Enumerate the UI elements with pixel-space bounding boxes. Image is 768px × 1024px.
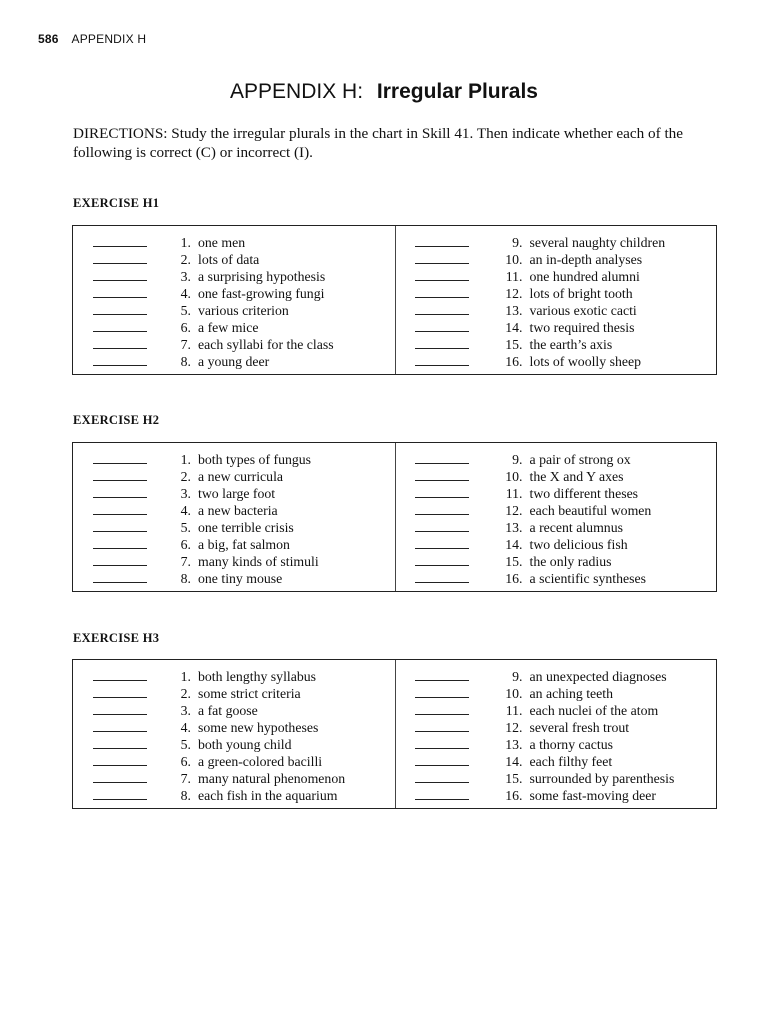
item-number: 7.	[180, 337, 191, 352]
answer-blank[interactable]	[93, 486, 147, 498]
item-number: 13.	[505, 303, 523, 318]
item-text: an in-depth analyses	[529, 252, 643, 267]
item-text: various criterion	[198, 303, 289, 318]
item-text: several fresh trout	[529, 720, 630, 735]
item-number: 1.	[180, 452, 191, 467]
answer-blank[interactable]	[415, 252, 469, 264]
exercise-item	[73, 285, 395, 302]
item-text: two required thesis	[529, 320, 635, 335]
answer-blank[interactable]	[415, 720, 469, 732]
item-text: a young deer	[198, 354, 270, 369]
item-number: 6.	[180, 537, 191, 552]
answer-blank[interactable]	[93, 686, 147, 698]
exercise-item	[396, 285, 717, 302]
exercise-item	[73, 234, 395, 251]
answer-blank[interactable]	[93, 469, 147, 481]
answer-blank[interactable]	[93, 720, 147, 732]
item-number: 13.	[505, 737, 523, 752]
exercise-item	[396, 753, 717, 770]
item-number: 7.	[180, 771, 191, 786]
exercise-item	[396, 468, 717, 485]
item-number: 12.	[505, 720, 523, 735]
item-number: 3.	[180, 703, 191, 718]
answer-blank[interactable]	[93, 320, 147, 332]
exercise-item	[396, 251, 717, 268]
exercise-item	[396, 319, 717, 336]
answer-blank[interactable]	[93, 537, 147, 549]
item-number: 4.	[180, 503, 191, 518]
item-number: 10.	[505, 252, 523, 267]
exercise-item	[73, 353, 395, 370]
answer-blank[interactable]	[415, 686, 469, 698]
exercise-item	[396, 536, 717, 553]
item-text: some fast-moving deer	[529, 788, 656, 803]
exercise-item	[396, 268, 717, 285]
directions-text: DIRECTIONS: Study the irregular plurals in the chart in Skill 41. Then indicate whether each of the following is correct (C) or incorrect (I).	[73, 125, 684, 161]
item-text: the only radius	[529, 554, 612, 569]
exercise-item	[73, 702, 395, 719]
answer-blank[interactable]	[415, 337, 469, 349]
answer-blank[interactable]	[93, 269, 147, 281]
exercise-column-right	[395, 660, 717, 808]
item-number: 5.	[180, 520, 191, 535]
item-text: a scientific syntheses	[529, 571, 646, 586]
item-text: both young child	[198, 737, 292, 752]
item-number: 13.	[505, 520, 523, 535]
exercise-title: EXERCISE H2	[73, 413, 160, 427]
exercise-item	[396, 234, 717, 251]
exercise-item	[396, 702, 717, 719]
item-text: lots of bright tooth	[529, 286, 633, 301]
exercise-item	[73, 770, 395, 787]
answer-blank[interactable]	[93, 520, 147, 532]
exercise-item	[396, 770, 717, 787]
answer-blank[interactable]	[415, 788, 469, 800]
exercise-column-right	[395, 226, 717, 374]
item-number: 11.	[505, 269, 523, 284]
answer-blank[interactable]	[93, 503, 147, 515]
item-text: a thorny cactus	[529, 737, 614, 752]
item-text: an aching teeth	[529, 686, 614, 701]
exercise-item	[73, 336, 395, 353]
answer-blank[interactable]	[93, 252, 147, 264]
item-number: 15.	[505, 554, 523, 569]
answer-blank[interactable]	[415, 737, 469, 749]
answer-blank[interactable]	[93, 286, 147, 298]
item-number: 7.	[180, 554, 191, 569]
item-text: several naughty children	[529, 235, 666, 250]
exercise-item	[73, 302, 395, 319]
item-text: a few mice	[198, 320, 259, 335]
answer-blank[interactable]	[415, 754, 469, 766]
item-number: 2.	[180, 469, 191, 484]
item-number: 14.	[505, 537, 523, 552]
page-number: 586	[38, 32, 59, 46]
item-text: lots of data	[198, 252, 260, 267]
item-text: both lengthy syllabus	[198, 669, 317, 684]
exercise-item	[73, 719, 395, 736]
answer-blank[interactable]	[415, 469, 469, 481]
exercise-item	[396, 502, 717, 519]
answer-blank[interactable]	[415, 703, 469, 715]
answer-blank[interactable]	[93, 303, 147, 315]
item-number: 1.	[180, 235, 191, 250]
exercise-item	[396, 451, 717, 468]
item-number: 12.	[505, 503, 523, 518]
answer-blank[interactable]	[415, 571, 469, 583]
item-number: 8.	[180, 571, 191, 586]
item-text: a big, fat salmon	[198, 537, 290, 552]
item-text: each syllabi for the class	[198, 337, 334, 352]
exercise-item	[73, 553, 395, 570]
item-text: lots of woolly sheep	[529, 354, 642, 369]
exercise-item	[396, 685, 717, 702]
item-text: various exotic cacti	[529, 303, 637, 318]
item-number: 6.	[180, 754, 191, 769]
item-text: a new bacteria	[198, 503, 278, 518]
item-number: 14.	[505, 754, 523, 769]
running-title: APPENDIX H	[71, 32, 147, 46]
item-text: many natural phenomenon	[198, 771, 346, 786]
item-number: 16.	[505, 571, 523, 586]
item-text: each nuclei of the atom	[529, 703, 659, 718]
item-text: the earth’s axis	[529, 337, 613, 352]
exercise-item	[396, 336, 717, 353]
item-text: one men	[198, 235, 246, 250]
exercise-item	[396, 736, 717, 753]
answer-blank[interactable]	[415, 452, 469, 464]
exercise-item	[396, 553, 717, 570]
item-number: 14.	[505, 320, 523, 335]
answer-blank[interactable]	[415, 235, 469, 247]
item-number: 4.	[180, 720, 191, 735]
page-title	[0, 80, 768, 104]
item-number: 2.	[180, 252, 191, 267]
answer-blank[interactable]	[93, 788, 147, 800]
answer-blank[interactable]	[93, 669, 147, 681]
item-number: 16.	[505, 354, 523, 369]
answer-blank[interactable]	[93, 703, 147, 715]
answer-blank[interactable]	[93, 452, 147, 464]
exercise-item	[396, 787, 717, 804]
answer-blank[interactable]	[93, 571, 147, 583]
answer-blank[interactable]	[415, 520, 469, 532]
item-text: a recent alumnus	[529, 520, 623, 535]
answer-blank[interactable]	[415, 486, 469, 498]
item-text: each beautiful women	[529, 503, 652, 518]
answer-blank[interactable]	[93, 554, 147, 566]
item-text: two large foot	[198, 486, 276, 501]
item-number: 12.	[505, 286, 523, 301]
item-number: 8.	[180, 788, 191, 803]
exercise-title: EXERCISE H3	[73, 631, 160, 645]
item-number: 1.	[180, 669, 191, 684]
item-number: 11.	[505, 486, 523, 501]
item-text: the X and Y axes	[529, 469, 624, 484]
answer-blank[interactable]	[415, 669, 469, 681]
item-text: one tiny mouse	[198, 571, 283, 586]
answer-blank[interactable]	[415, 303, 469, 315]
item-number: 3.	[180, 269, 191, 284]
item-number: 3.	[180, 486, 191, 501]
answer-blank[interactable]	[93, 337, 147, 349]
exercise-item	[73, 668, 395, 685]
answer-blank[interactable]	[93, 354, 147, 366]
item-text: one fast-growing fungi	[198, 286, 325, 301]
exercise-column-left	[73, 443, 395, 591]
item-text: a fat goose	[198, 703, 258, 718]
answer-blank[interactable]	[415, 286, 469, 298]
exercise-item	[396, 570, 717, 587]
item-number: 11.	[505, 703, 523, 718]
item-text: each filthy feet	[529, 754, 613, 769]
exercise-item	[396, 302, 717, 319]
running-header	[38, 32, 146, 46]
answer-blank[interactable]	[415, 503, 469, 515]
exercise-column-left	[73, 226, 395, 374]
exercise-item	[396, 519, 717, 536]
item-number: 4.	[180, 286, 191, 301]
item-text: two different theses	[529, 486, 639, 501]
answer-blank[interactable]	[415, 269, 469, 281]
exercise-item	[396, 719, 717, 736]
exercise-title: EXERCISE H1	[73, 196, 160, 210]
answer-blank[interactable]	[415, 354, 469, 366]
item-text: surrounded by parenthesis	[529, 771, 675, 786]
answer-blank[interactable]	[93, 754, 147, 766]
exercise-item	[396, 485, 717, 502]
exercise-box	[72, 659, 717, 809]
answer-blank[interactable]	[415, 554, 469, 566]
exercise-item	[396, 353, 717, 370]
item-text: an unexpected diagnoses	[529, 669, 667, 684]
answer-blank[interactable]	[93, 235, 147, 247]
item-text: a pair of strong ox	[529, 452, 631, 467]
exercise-item	[73, 570, 395, 587]
answer-blank[interactable]	[93, 737, 147, 749]
title-prefix: APPENDIX H:	[230, 80, 364, 103]
item-number: 15.	[505, 337, 523, 352]
item-number: 5.	[180, 303, 191, 318]
answer-blank[interactable]	[415, 320, 469, 332]
item-text: some strict criteria	[198, 686, 301, 701]
item-number: 2.	[180, 686, 191, 701]
item-number: 9.	[512, 452, 523, 467]
item-number: 16.	[505, 788, 523, 803]
item-text: a green-colored bacilli	[198, 754, 323, 769]
item-number: 9.	[512, 669, 523, 684]
title-main: Irregular Plurals	[376, 80, 538, 103]
exercise-item	[73, 468, 395, 485]
exercise-item	[73, 685, 395, 702]
item-text: a new curricula	[198, 469, 284, 484]
exercise-column-left	[73, 660, 395, 808]
exercise-item	[73, 319, 395, 336]
item-text: many kinds of stimuli	[198, 554, 319, 569]
answer-blank[interactable]	[415, 537, 469, 549]
item-number: 8.	[180, 354, 191, 369]
exercise-item	[73, 753, 395, 770]
exercise-item	[396, 668, 717, 685]
exercise-item	[73, 736, 395, 753]
exercise-item	[73, 268, 395, 285]
item-text: one terrible crisis	[198, 520, 294, 535]
answer-blank[interactable]	[93, 771, 147, 783]
item-number: 10.	[505, 686, 523, 701]
item-number: 5.	[180, 737, 191, 752]
item-text: a surprising hypothesis	[198, 269, 326, 284]
exercise-column-right	[395, 443, 717, 591]
exercise-item	[73, 502, 395, 519]
answer-blank[interactable]	[415, 771, 469, 783]
item-number: 10.	[505, 469, 523, 484]
exercise-item	[73, 451, 395, 468]
exercise-item	[73, 787, 395, 804]
item-text: each fish in the aquarium	[198, 788, 338, 803]
item-number: 9.	[512, 235, 523, 250]
exercise-item	[73, 485, 395, 502]
exercise-box	[72, 225, 717, 375]
item-number: 6.	[180, 320, 191, 335]
exercise-box	[72, 442, 717, 592]
item-text: two delicious fish	[529, 537, 628, 552]
item-number: 15.	[505, 771, 523, 786]
exercise-item	[73, 251, 395, 268]
item-text: both types of fungus	[198, 452, 312, 467]
exercise-item	[73, 519, 395, 536]
item-text: some new hypotheses	[198, 720, 319, 735]
exercise-item	[73, 536, 395, 553]
item-text: one hundred alumni	[529, 269, 640, 284]
